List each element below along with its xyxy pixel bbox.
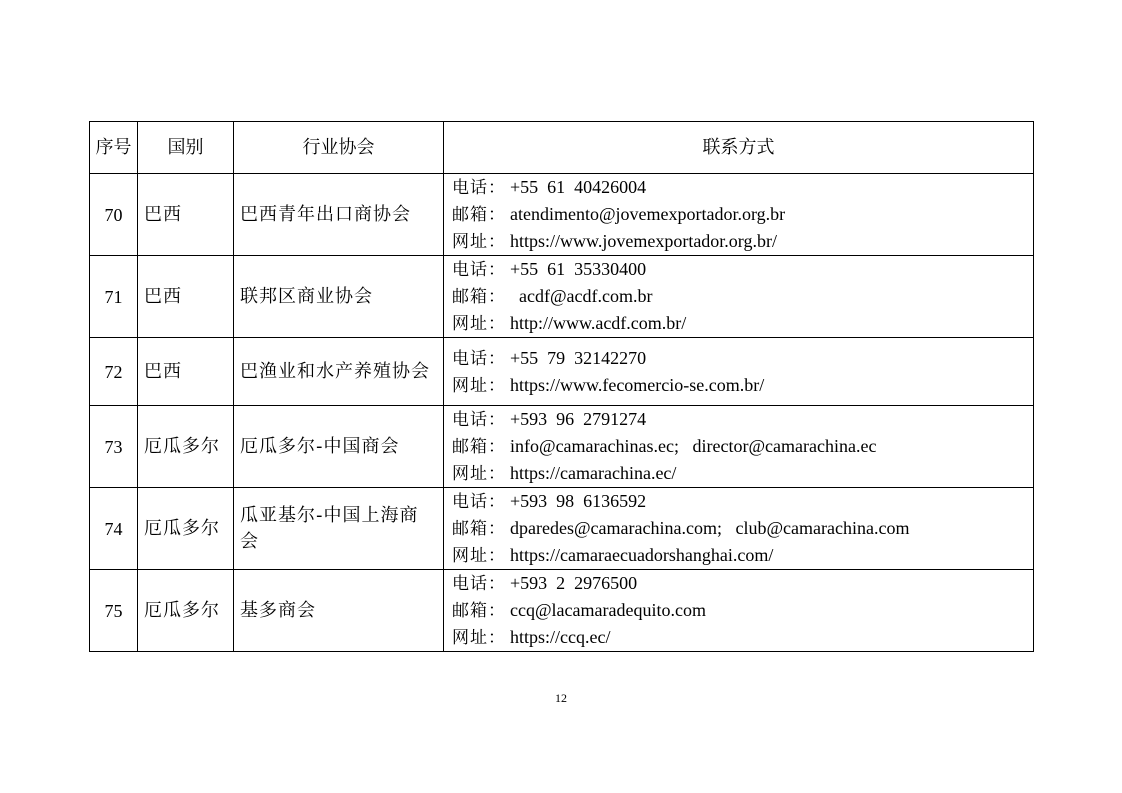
- contact-label: 邮箱：: [452, 287, 506, 307]
- contact-label: 邮箱：: [452, 205, 506, 225]
- contact-label: 网址：: [452, 546, 506, 566]
- row-country: 厄瓜多尔: [138, 488, 234, 570]
- table-body: [90, 174, 1034, 652]
- header-association: 行业协会: [234, 122, 444, 174]
- contact-phone: [452, 570, 1027, 597]
- contact-label: 邮箱：: [452, 601, 506, 621]
- page-number: 12: [555, 691, 567, 705]
- contact-label: 邮箱：: [452, 437, 506, 457]
- table-row: [90, 174, 1034, 256]
- contact-email: [452, 597, 1027, 624]
- contact-value: +593 98 6136592: [510, 491, 647, 511]
- row-number: 74: [90, 488, 138, 570]
- contact-email: [452, 433, 1027, 460]
- row-number: 72: [90, 338, 138, 406]
- contact-email: [452, 201, 1027, 228]
- contact-website: [452, 372, 1027, 399]
- contact-value: dparedes@camarachina.com; club@camarachina.com: [510, 518, 910, 538]
- row-number: 71: [90, 256, 138, 338]
- contact-phone: [452, 345, 1027, 372]
- contact-value: https://camaraecuadorshanghai.com/: [510, 545, 774, 565]
- table-row: [90, 488, 1034, 570]
- table-header-row: [90, 122, 1034, 174]
- contact-email: [452, 515, 1027, 542]
- table-row: [90, 256, 1034, 338]
- row-contact: [444, 174, 1034, 256]
- contact-website: [452, 228, 1027, 255]
- contact-label: 网址：: [452, 628, 506, 648]
- contact-phone: [452, 174, 1027, 201]
- header-contact: 联系方式: [444, 122, 1034, 174]
- row-association: 巴渔业和水产养殖协会: [234, 338, 444, 406]
- contact-value: +593 96 2791274: [510, 409, 647, 429]
- row-contact: [444, 406, 1034, 488]
- contact-value: +55 79 32142270: [510, 347, 647, 368]
- contact-value: https://camarachina.ec/: [510, 463, 677, 483]
- contact-website: [452, 460, 1027, 487]
- contact-phone: [452, 256, 1027, 283]
- header-no: 序号: [90, 122, 138, 174]
- contact-phone: [452, 406, 1027, 433]
- row-country: 巴西: [138, 174, 234, 256]
- contact-label: 电话：: [452, 574, 506, 594]
- contact-value: https://www.fecomercio-se.com.br/: [510, 374, 765, 395]
- contact-label: 电话：: [452, 410, 506, 430]
- row-number: 70: [90, 174, 138, 256]
- contact-label: 网址：: [452, 464, 506, 484]
- row-association: 基多商会: [234, 570, 444, 652]
- contact-website: [452, 310, 1027, 337]
- contact-value: +55 61 35330400: [510, 259, 647, 279]
- contact-value: ccq@lacamaradequito.com: [510, 600, 706, 620]
- contact-website: [452, 624, 1027, 651]
- table-row: [90, 406, 1034, 488]
- row-country: 厄瓜多尔: [138, 570, 234, 652]
- contact-value: https://ccq.ec/: [510, 627, 611, 647]
- row-association: 瓜亚基尔-中国上海商会: [234, 488, 444, 570]
- row-association: 联邦区商业协会: [234, 256, 444, 338]
- header-country: 国别: [138, 122, 234, 174]
- contact-value: atendimento@jovemexportador.org.br: [510, 204, 786, 224]
- row-number: 73: [90, 406, 138, 488]
- contact-label: 邮箱：: [452, 519, 506, 539]
- contact-phone: [452, 488, 1027, 515]
- contact-label: 电话：: [452, 260, 506, 280]
- contact-website: [452, 542, 1027, 569]
- row-contact: [444, 338, 1034, 406]
- row-association: 巴西青年出口商协会: [234, 174, 444, 256]
- contact-value: acdf@acdf.com.br: [510, 286, 653, 306]
- row-number: 75: [90, 570, 138, 652]
- table-row: [90, 570, 1034, 652]
- contact-label: 电话：: [452, 348, 506, 369]
- row-contact: [444, 488, 1034, 570]
- row-country: 厄瓜多尔: [138, 406, 234, 488]
- contact-value: +593 2 2976500: [510, 573, 638, 593]
- contact-value: https://www.jovemexportador.org.br/: [510, 231, 777, 251]
- row-contact: [444, 256, 1034, 338]
- contact-label: 电话：: [452, 178, 506, 198]
- row-contact: [444, 570, 1034, 652]
- contact-email: [452, 283, 1027, 310]
- row-association: 厄瓜多尔-中国商会: [234, 406, 444, 488]
- contact-label: 电话：: [452, 492, 506, 512]
- contact-value: +55 61 40426004: [510, 177, 647, 197]
- contact-value: info@camarachinas.ec; director@camarachina.ec: [510, 436, 877, 456]
- table-row: [90, 338, 1034, 406]
- row-country: 巴西: [138, 256, 234, 338]
- contact-label: 网址：: [452, 232, 506, 252]
- association-table: [89, 121, 1034, 652]
- contact-value: http://www.acdf.com.br/: [510, 313, 687, 333]
- row-country: 巴西: [138, 338, 234, 406]
- contact-label: 网址：: [452, 375, 506, 396]
- contact-label: 网址：: [452, 314, 506, 334]
